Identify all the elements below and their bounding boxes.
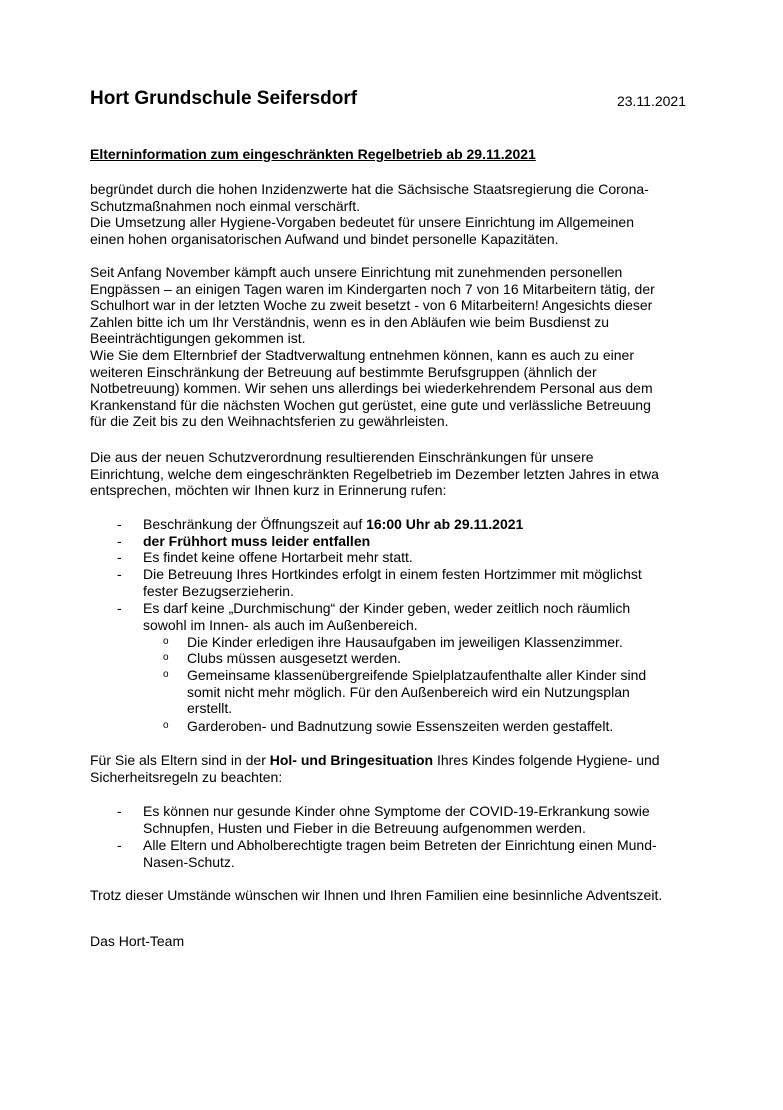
sub-bullet-circle: o xyxy=(163,652,169,664)
sub-list-item: Die Kinder erledigen ihre Hausaufgaben im jeweiligen Klassenzimmer. xyxy=(187,633,623,650)
paragraph-line: entsprechen, möchten wir Ihnen kurz in Erinnerung rufen: xyxy=(90,482,447,499)
paragraph-line: Wie Sie dem Elternbrief der Stadtverwaltung entnehmen können, kann es auch zu einer xyxy=(90,347,634,363)
paragraph-line: Engpässen – an einigen Tagen waren im Kindergarten noch 7 von 16 Mitarbeitern tätig, der xyxy=(90,280,655,297)
signature: Das Hort-Team xyxy=(90,933,185,949)
bullet-dash: - xyxy=(117,803,122,819)
paragraph-line: begründet durch die hohen Inzidenzwerte hat die Sächsische Staatsregierung die Corona- xyxy=(90,181,649,197)
sub-list-item-line: somit nicht mehr möglich. Für den Außenbereich wird ein Nutzungsplan xyxy=(187,683,630,700)
sub-list-item: Garderoben- und Badnutzung sowie Essenszeiten werden gestaffelt. xyxy=(187,718,614,734)
paragraph-line: Die aus der neuen Schutzverordnung resultierenden Einschränkungen für unsere xyxy=(90,449,594,465)
paragraph-line: Zahlen bitte ich um Ihr Verständnis, wenn es in den Abläufen wie beim Busdienst zu xyxy=(90,313,610,330)
list-item-text: Beschränkung der Öffnungszeit auf xyxy=(143,516,367,532)
school-name: Hort Grundschule Seifersdorf xyxy=(90,88,358,109)
list-item-line: fester Bezugserzieherin. xyxy=(143,582,294,599)
paragraph-line: Seit Anfang November kämpft auch unsere Einrichtung mit zunehmenden personellen xyxy=(90,264,623,280)
paragraph-line: Schulhort war in der letzten Woche zu zweit besetzt - von 6 Mitarbeitern! Angesichts dieser xyxy=(90,297,653,314)
sub-list-item: Clubs müssen ausgesetzt werden. xyxy=(187,650,401,667)
bullet-dash: - xyxy=(117,566,122,582)
list-item xyxy=(143,533,370,550)
list-item-line: sowohl im Innen- als auch im Außenbereich. xyxy=(143,616,418,633)
paragraph-line: Schutzmaßnahmen noch einmal verschärft. xyxy=(90,197,361,214)
paragraph-line: Sicherheitsregeln zu beachten: xyxy=(90,768,283,785)
paragraph-line: Krankenstand für die nächsten Wochen gut gerüstet, eine gute und verlässliche Betreuung xyxy=(90,396,651,413)
paragraph-line: Die Umsetzung aller Hygiene-Vorgaben bedeutet für unsere Einrichtung im Allgemeinen xyxy=(90,214,634,231)
list-item-line: Schnupfen, Husten und Fieber in die Betreuung aufgenommen werden. xyxy=(143,819,586,836)
sub-bullet-circle: o xyxy=(163,720,169,731)
bullet-dash: - xyxy=(117,532,122,549)
paragraph-emphasis: Hol- und Bringesituation xyxy=(269,752,434,768)
paragraph-line xyxy=(90,752,660,769)
closing-text: Trotz dieser Umstände wünschen wir Ihnen und Ihren Familien eine besinnliche Adventszeit. xyxy=(90,887,663,903)
paragraph-line: Notbetreuung) kommen. Wir sehen uns allerdings bei wiederkehrendem Personal aus dem xyxy=(90,380,653,397)
sub-bullet-circle: o xyxy=(163,669,169,680)
list-item: Es findet keine offene Hortarbeit mehr statt. xyxy=(143,549,413,566)
list-item xyxy=(143,516,523,533)
paragraph-text: Ihres Kindes folgende Hygiene- und xyxy=(433,752,660,768)
letter-date: 23.11.2021 xyxy=(616,93,686,109)
list-item-line: Es darf keine „Durchmischung“ der Kinder geben, weder zeitlich noch räumlich xyxy=(143,600,631,616)
paragraph-line: weiteren Einschränkung der Betreuung auf bestimmte Berufsgruppen (ähnlich der xyxy=(90,363,597,380)
paragraph-line: einen hohen organisatorischen Aufwand und bindet personelle Kapazitäten. xyxy=(90,230,559,247)
paragraph-text: Für Sie als Eltern sind in der xyxy=(90,752,270,768)
bullet-dash: - xyxy=(117,600,122,616)
letter-subject: Elterninformation zum eingeschränkten Regelbetrieb ab 29.11.2021 xyxy=(90,146,536,162)
list-item-line: Nasen-Schutz. xyxy=(143,853,235,870)
bullet-dash: - xyxy=(117,516,122,532)
list-item-line: Es können nur gesunde Kinder ohne Symptome der COVID-19-Erkrankung sowie xyxy=(143,803,650,819)
list-item-line: Die Betreuung Ihres Hortkindes erfolgt in einem festen Hortzimmer mit möglichst xyxy=(143,566,642,582)
list-item-line: Alle Eltern und Abholberechtigte tragen beim Betreten der Einrichtung einen Mund- xyxy=(143,837,657,853)
sub-list-item-line: erstellt. xyxy=(187,700,233,717)
paragraph-line: Einrichtung, welche dem eingeschränkten Regelbetrieb im Dezember letzten Jahres in etwa xyxy=(90,465,659,482)
paragraph-line: Beeinträchtigungen gekommen ist. xyxy=(90,330,306,347)
list-item-emphasis: der Frühhort muss leider entfallen xyxy=(143,532,371,549)
paragraph-line: für die Zeit bis zu den Weihnachtsferien zu gewährleisten. xyxy=(90,413,449,430)
bullet-dash: - xyxy=(117,837,122,853)
letter-header xyxy=(90,88,686,114)
list-item-emphasis: 16:00 Uhr ab 29.11.2021 xyxy=(366,516,524,532)
sub-bullet-circle: o xyxy=(163,635,169,647)
sub-list-item-line: Gemeinsame klassenübergreifende Spielplatzaufenthalte aller Kinder sind xyxy=(187,667,647,683)
bullet-dash: - xyxy=(117,549,122,566)
